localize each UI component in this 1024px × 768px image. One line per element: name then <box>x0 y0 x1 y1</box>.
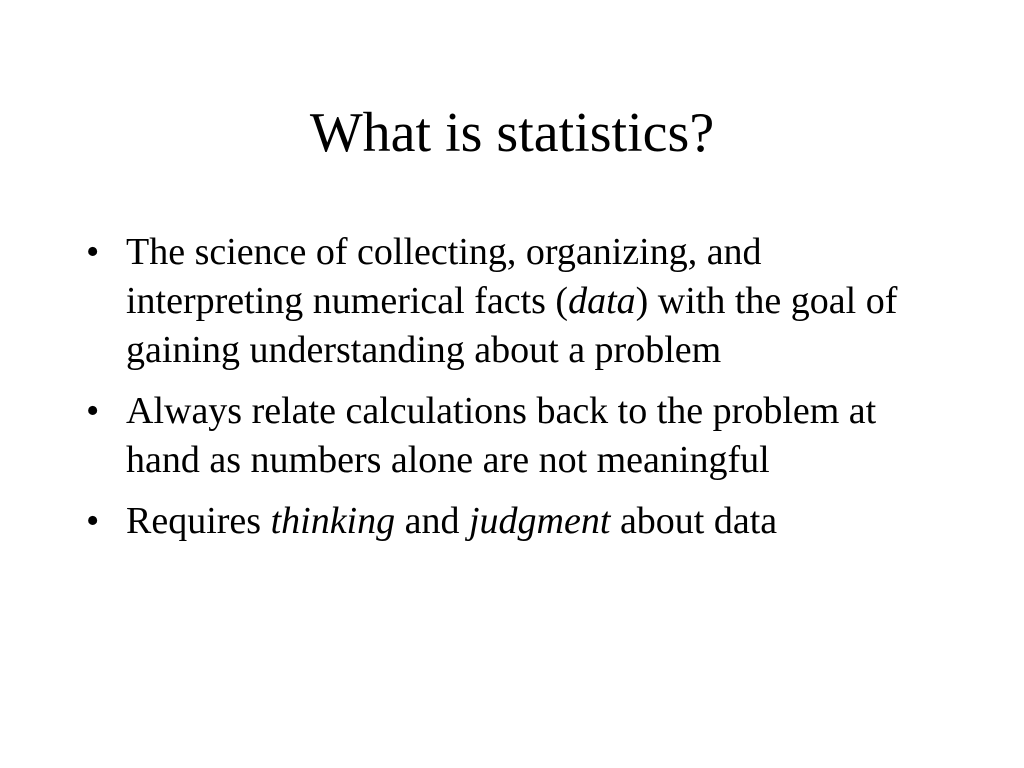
bullet-text <box>126 500 777 542</box>
bullet-text-segment: Requires <box>126 500 271 542</box>
emphasis-data: data <box>568 280 636 322</box>
emphasis-thinking: thinking <box>270 500 396 542</box>
bullet-text <box>126 390 876 481</box>
bullet-item-definition <box>86 228 936 375</box>
bullet-item-relate <box>86 387 936 485</box>
bullet-marker: • <box>86 231 100 273</box>
bullet-marker: • <box>86 390 100 432</box>
slide-title: What is statistics? <box>309 102 715 164</box>
emphasis-judgment: judgment <box>469 500 611 542</box>
bullet-text-segment: about data <box>610 500 778 542</box>
bullet-text-segment: Always relate calculations back to the problem at hand as numbers alone are not meaningful <box>126 390 877 481</box>
bullet-text-segment: ) with the goal of gaining understanding about a problem <box>126 280 898 371</box>
bullet-text-segment: The science of collecting, organizing, and interpreting numerical facts ( <box>126 231 762 322</box>
bullet-text <box>126 231 897 371</box>
bullet-marker: • <box>86 500 100 542</box>
bullet-item-requires <box>86 497 936 546</box>
bullet-list <box>86 228 936 558</box>
bullet-text-segment: and <box>395 500 469 542</box>
